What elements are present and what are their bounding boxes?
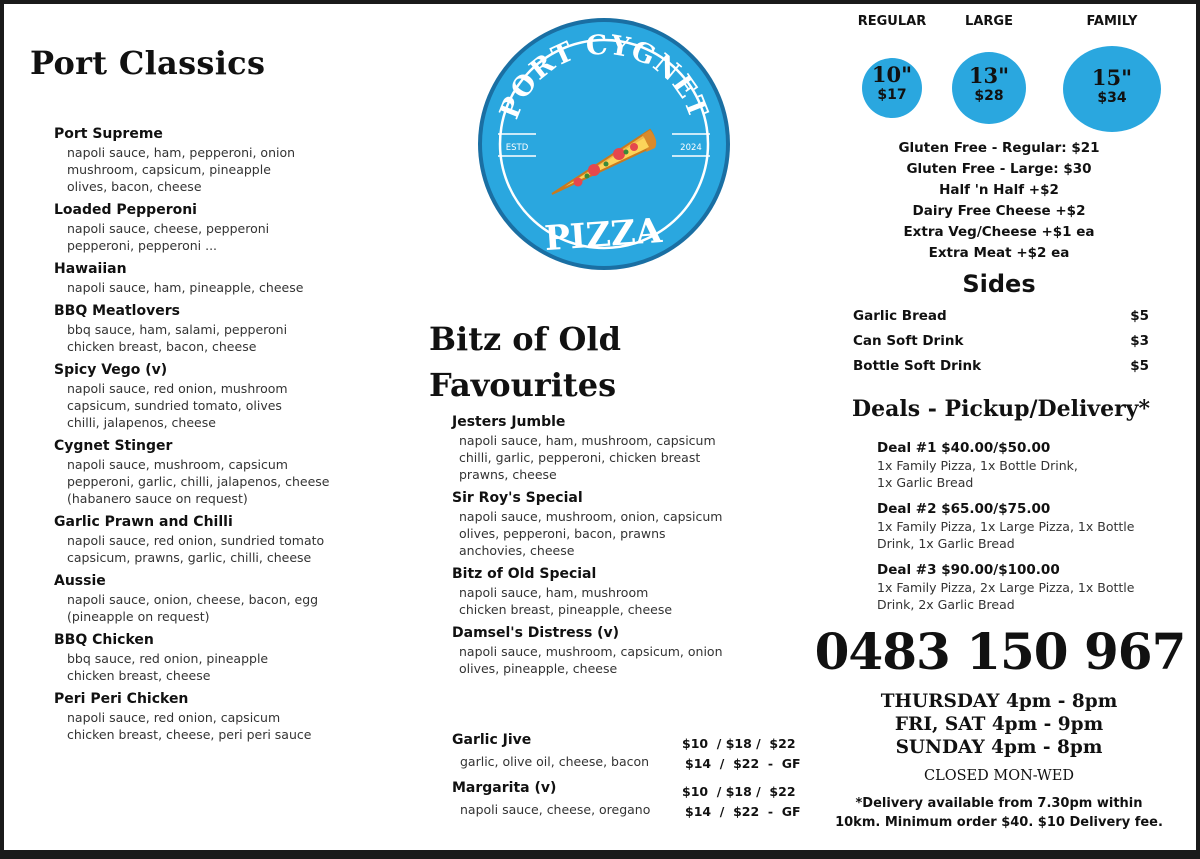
desc-line: 1x Family Pizza, 1x Large Pizza, 1x Bottle bbox=[877, 519, 1135, 534]
pizza-item bbox=[54, 630, 394, 684]
desc-line: prawns, cheese bbox=[459, 467, 557, 482]
extra-item: Half 'n Half +$2 bbox=[939, 182, 1059, 198]
desc-line: anchovies, cheese bbox=[459, 543, 575, 558]
pizza-item bbox=[54, 360, 394, 431]
side-name: Garlic Bread bbox=[853, 308, 947, 324]
size-inches: 15" bbox=[1091, 65, 1133, 90]
desc-line: capsicum, prawns, garlic, chilli, cheese bbox=[67, 550, 312, 565]
side-item bbox=[853, 331, 1149, 356]
desc-line: napoli sauce, red onion, capsicum bbox=[67, 710, 281, 725]
pizza-item bbox=[452, 623, 772, 677]
pizza-item bbox=[452, 564, 772, 618]
desc-line: Drink, 1x Garlic Bread bbox=[877, 536, 1015, 551]
size-inches: 13" bbox=[968, 63, 1010, 88]
desc-line: napoli sauce, red onion, sundried tomato bbox=[67, 533, 325, 548]
sides-list bbox=[853, 306, 1149, 381]
extra-item: Dairy Free Cheese +$2 bbox=[912, 203, 1086, 219]
hours-line: THURSDAY 4pm - 8pm bbox=[880, 691, 1118, 712]
pizza-name: Hawaiian bbox=[54, 261, 127, 277]
pizza-desc bbox=[452, 643, 772, 677]
pizza-desc: napoli sauce, cheese, oregano bbox=[460, 802, 651, 817]
hours-line: SUNDAY 4pm - 8pm bbox=[895, 737, 1103, 758]
price-line: $10 / $18 / $22 bbox=[682, 784, 796, 799]
price-line: $10 / $18 / $22 bbox=[682, 736, 796, 751]
pizza-desc bbox=[54, 220, 394, 254]
menu-page bbox=[4, 4, 1196, 850]
delivery-line: 10km. Minimum order $40. $10 Delivery fee. bbox=[835, 815, 1163, 830]
side-name: Can Soft Drink bbox=[853, 333, 964, 349]
deal-item bbox=[877, 439, 1177, 491]
size-label: FAMILY bbox=[1086, 14, 1138, 29]
delivery-note bbox=[814, 794, 1184, 832]
gf-price-line: $14 / $22 - GF bbox=[685, 804, 801, 819]
size-regular bbox=[842, 14, 942, 124]
pizza-item bbox=[54, 571, 394, 625]
size-price: $34 bbox=[1097, 90, 1127, 106]
side-name: Bottle Soft Drink bbox=[853, 358, 982, 374]
desc-line: olives, bacon, cheese bbox=[67, 179, 202, 194]
desc-line: bbq sauce, red onion, pineapple bbox=[67, 651, 269, 666]
simple-pizza-item bbox=[452, 780, 802, 828]
desc-line: pepperoni, pepperoni ... bbox=[67, 238, 218, 253]
pizza-desc bbox=[54, 456, 394, 507]
side-price: $3 bbox=[1130, 333, 1149, 349]
extra-item: Extra Veg/Cheese +$1 ea bbox=[903, 224, 1095, 240]
deal-name: Deal #2 $65.00/$75.00 bbox=[877, 501, 1051, 517]
pizza-desc bbox=[54, 591, 394, 625]
desc-line: chicken breast, cheese bbox=[67, 668, 211, 683]
pizza-name: Damsel's Distress (v) bbox=[452, 625, 620, 641]
extra-item: Gluten Free - Regular: $21 bbox=[898, 140, 1100, 156]
pizza-item bbox=[452, 488, 772, 559]
extra-item: Gluten Free - Large: $30 bbox=[906, 161, 1092, 177]
pizza-item bbox=[54, 301, 394, 355]
logo-estd-text: ESTD bbox=[505, 143, 529, 153]
logo-top-text: PORT CYGNET bbox=[494, 29, 714, 124]
desc-line: chilli, jalapenos, cheese bbox=[67, 415, 216, 430]
desc-line: olives, pineapple, cheese bbox=[459, 661, 618, 676]
pizza-desc bbox=[54, 279, 394, 296]
desc-line: 1x Garlic Bread bbox=[877, 475, 974, 490]
pizza-desc: garlic, olive oil, cheese, bacon bbox=[460, 754, 650, 769]
pizza-desc bbox=[54, 321, 394, 355]
side-item bbox=[853, 356, 1149, 381]
desc-line: napoli sauce, ham, pineapple, cheese bbox=[67, 280, 304, 295]
sides-heading: Sides bbox=[962, 270, 1036, 298]
desc-line: napoli sauce, ham, mushroom bbox=[459, 585, 649, 600]
simple-pizza-item bbox=[452, 732, 802, 780]
desc-line: (habanero sauce on request) bbox=[67, 491, 248, 506]
size-circle bbox=[862, 58, 922, 118]
pizza-name: Loaded Pepperoni bbox=[54, 202, 197, 218]
desc-line: pepperoni, garlic, chilli, jalapenos, cheese bbox=[67, 474, 330, 489]
pizza-name: Margarita (v) bbox=[452, 780, 557, 796]
pizza-name: BBQ Meatlovers bbox=[54, 303, 180, 319]
pizza-item bbox=[54, 200, 394, 254]
pizza-name: Bitz of Old Special bbox=[452, 566, 597, 582]
deals-heading: Deals - Pickup/Delivery* bbox=[852, 396, 1150, 422]
pizza-desc bbox=[452, 508, 772, 559]
gf-price-line: $14 / $22 - GF bbox=[685, 756, 801, 771]
pizza-name: Sir Roy's Special bbox=[452, 490, 583, 506]
desc-line: bbq sauce, ham, salami, pepperoni bbox=[67, 322, 288, 337]
logo-bottom-text: PIZZA bbox=[543, 210, 664, 260]
delivery-line: *Delivery available from 7.30pm within bbox=[855, 796, 1143, 811]
desc-line: 1x Family Pizza, 2x Large Pizza, 1x Bottle bbox=[877, 580, 1135, 595]
desc-line: napoli sauce, mushroom, capsicum bbox=[67, 457, 288, 472]
pizza-name: Spicy Vego (v) bbox=[54, 362, 168, 378]
side-item bbox=[853, 306, 1149, 331]
pizza-item bbox=[54, 689, 394, 743]
opening-hours bbox=[834, 690, 1164, 759]
desc-line: chicken breast, pineapple, cheese bbox=[459, 602, 673, 617]
pizza-desc bbox=[54, 380, 394, 431]
desc-line: napoli sauce, ham, pepperoni, onion bbox=[67, 145, 296, 160]
port-classics-heading: Port Classics bbox=[30, 44, 266, 82]
desc-line: napoli sauce, mushroom, capsicum, onion bbox=[459, 644, 723, 659]
desc-line: napoli sauce, mushroom, onion, capsicum bbox=[459, 509, 723, 524]
deal-name: Deal #3 $90.00/$100.00 bbox=[877, 562, 1060, 578]
pizza-name: Jesters Jumble bbox=[452, 414, 566, 430]
size-circle bbox=[952, 52, 1026, 124]
pizza-item bbox=[54, 124, 394, 195]
heading-line: Favourites bbox=[429, 366, 617, 404]
pizza-item bbox=[54, 436, 394, 507]
desc-line: napoli sauce, red onion, mushroom bbox=[67, 381, 288, 396]
desc-line: (pineapple on request) bbox=[67, 609, 210, 624]
extra-item: Extra Meat +$2 ea bbox=[928, 245, 1070, 261]
deal-name: Deal #1 $40.00/$50.00 bbox=[877, 440, 1051, 456]
desc-line: napoli sauce, ham, mushroom, capsicum bbox=[459, 433, 716, 448]
size-label: LARGE bbox=[965, 14, 1013, 29]
pizza-name: Port Supreme bbox=[54, 126, 163, 142]
desc-line: Drink, 2x Garlic Bread bbox=[877, 597, 1015, 612]
side-price: $5 bbox=[1130, 358, 1149, 374]
pizza-desc bbox=[54, 709, 394, 743]
size-family bbox=[1062, 14, 1162, 124]
pizza-desc bbox=[54, 650, 394, 684]
deal-desc bbox=[877, 518, 1177, 552]
side-price: $5 bbox=[1130, 308, 1149, 324]
pizza-item bbox=[452, 412, 772, 483]
deal-item bbox=[877, 500, 1177, 552]
pizza-item bbox=[54, 512, 394, 566]
desc-line: chicken breast, cheese, peri peri sauce bbox=[67, 727, 312, 742]
size-circle bbox=[1063, 46, 1161, 132]
size-large bbox=[939, 14, 1039, 124]
extras-list bbox=[834, 138, 1164, 264]
desc-line: chilli, garlic, pepperoni, chicken breast bbox=[459, 450, 701, 465]
desc-line: napoli sauce, cheese, pepperoni bbox=[67, 221, 270, 236]
bitz-of-old-favourites-heading bbox=[429, 316, 621, 408]
port-classics-list bbox=[54, 124, 394, 748]
pizza-name: Cygnet Stinger bbox=[54, 438, 173, 454]
closed-days: CLOSED MON-WED bbox=[923, 768, 1074, 784]
pizza-name: BBQ Chicken bbox=[54, 632, 154, 648]
pizza-name: Garlic Jive bbox=[452, 732, 532, 748]
pizza-item bbox=[54, 259, 394, 296]
pizza-desc bbox=[54, 532, 394, 566]
pizza-name: Aussie bbox=[54, 573, 106, 589]
pizza-desc bbox=[54, 144, 394, 195]
deal-desc bbox=[877, 579, 1177, 613]
heading-line: Bitz of Old bbox=[429, 320, 621, 358]
favourites-list bbox=[452, 412, 772, 682]
size-price: $17 bbox=[877, 87, 907, 103]
phone-number: 0483 150 967 bbox=[814, 622, 1186, 681]
size-price: $28 bbox=[974, 88, 1004, 104]
desc-line: olives, pepperoni, bacon, prawns bbox=[459, 526, 666, 541]
pizza-name: Garlic Prawn and Chilli bbox=[54, 514, 233, 530]
size-inches: 10" bbox=[871, 62, 913, 87]
pizza-desc bbox=[452, 432, 772, 483]
desc-line: napoli sauce, onion, cheese, bacon, egg bbox=[67, 592, 319, 607]
pizza-name: Peri Peri Chicken bbox=[54, 691, 189, 707]
deal-desc bbox=[877, 457, 1177, 491]
simple-pizzas-list bbox=[452, 732, 802, 828]
size-label: REGULAR bbox=[857, 14, 927, 29]
deals-list bbox=[877, 439, 1177, 622]
desc-line: mushroom, capsicum, pineapple bbox=[67, 162, 271, 177]
desc-line: chicken breast, bacon, cheese bbox=[67, 339, 257, 354]
hours-line: FRI, SAT 4pm - 9pm bbox=[894, 714, 1104, 735]
port-cygnet-pizza-logo bbox=[474, 14, 734, 274]
deal-item bbox=[877, 561, 1177, 613]
desc-line: capsicum, sundried tomato, olives bbox=[67, 398, 282, 413]
logo-year-text: 2024 bbox=[680, 143, 702, 153]
desc-line: 1x Family Pizza, 1x Bottle Drink, bbox=[877, 458, 1078, 473]
pizza-desc bbox=[452, 584, 772, 618]
